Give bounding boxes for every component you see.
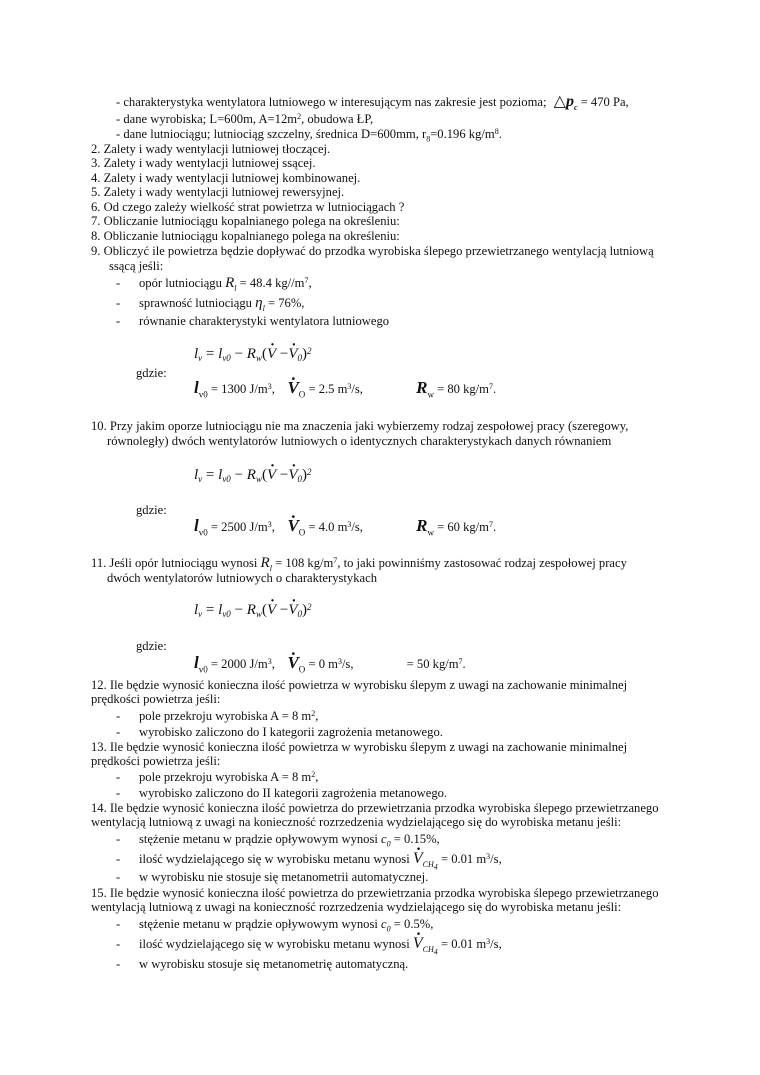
q14-bullet-1: stężenie metanu w prądzie opływowym wynosi $c_0 = 0.15\%$, <box>139 832 440 849</box>
bullet: - <box>116 314 121 328</box>
q9-bullet-3: równanie charakterystyki wentylatora lutniowego <box>139 314 390 328</box>
q10-line-2: równoległy) dwóch wentylatorów lutniowych o identycznych charakterystykach danych równaniem <box>107 434 612 448</box>
item-3: 3. Zalety i wady wentylacji lutniowej ssącej. <box>91 156 316 170</box>
bullet: - <box>116 870 121 884</box>
q10-params: $l_{v0} = 2500$ $J/m^3$, · $V_O = 4.0$ $m^3/s$, $R_w = 60$ $kg/m^7$. <box>194 518 496 535</box>
q9-bullet-2: sprawność lutniociągu $\eta_l = 76\%$, <box>139 295 305 313</box>
q10-line-1: 10. Przy jakim oporze lutniociągu nie ma znaczenia jaki wybierzemy rodzaj zespołowej pracy (szeregowy, <box>91 419 629 433</box>
q9-params: $l_{v0} = 1300$ $J/m^3$, · $V_O = 2.5$ $m^3/s$, $R_w = 80$ $kg/m^7$. <box>194 380 496 397</box>
delta-p-symbol: $\triangle p_c$ <box>549 93 578 113</box>
intro-line-3: - dane lutniociągu; lutniociąg szczelny, średnica D=600mm, $r_8=0.196$ $kg/m^8$. <box>116 127 502 144</box>
item-2: 2. Zalety i wady wentylacji lutniowej tłoczącej. <box>91 142 331 156</box>
bullet: - <box>116 852 121 866</box>
item-6: 6. Od czego zależy wielkość strat powietrza w lutniociągach ? <box>91 200 405 214</box>
q9-gdzie: gdzie: <box>136 366 167 380</box>
q9-line-1: 9. Obliczyć ile powietrza będzie dopływać do przodka wyrobiska ślepego przewietrzanego wentylacją lutniową <box>91 244 654 258</box>
q14-bullet-3: w wyrobisku nie stosuje się metanometrii automatycznej. <box>139 870 429 884</box>
q14-line-1: 14. Ile będzie wynosić konieczna ilość powietrza do przewietrzania przodka wyrobiska ślepego przewietrzanego <box>91 801 659 815</box>
item-7: 7. Obliczanie lutniociągu kopalnianego polega na określeniu: <box>91 214 400 228</box>
bullet: - <box>116 937 121 951</box>
q15-line-1: 15. Ile będzie wynosić konieczna ilość powietrza do przewietrzania przodka wyrobiska ślepego przewietrzanego <box>91 886 659 900</box>
q15-bullet-2: ilość wydzielającego się w wyrobisku metanu wynosi · $V_{CH_4} = 0.01$ $m^3/s$, <box>139 937 502 953</box>
q15-bullet-1: stężenie metanu w prądzie opływowym wynosi $c_0 = 0.5\%$, <box>139 917 434 934</box>
bullet: - <box>116 917 121 931</box>
q12-line-1: 12. Ile będzie wynosić konieczna ilość powietrza w wyrobisku ślepym z uwagi na zachowanie minimalnej <box>91 678 628 692</box>
q13-bullet-2: wyrobisko zaliczono do II kategorii zagrożenia metanowego. <box>139 786 448 800</box>
bullet: - <box>116 276 121 290</box>
q11-gdzie: gdzie: <box>136 639 167 653</box>
item-8: 8. Obliczanie lutniociągu kopalnianego polega na określeniu: <box>91 229 400 243</box>
q11-line-1: 11. Jeśli opór lutniociągu wynosi $R_l = 108$ $kg/m^7$, to jaki powinniśmy zastosować rodzaj zespołowej pracy <box>91 555 627 573</box>
q10-gdzie: gdzie: <box>136 503 167 517</box>
item-5: 5. Zalety i wady wentylacji lutniowej rewersyjnej. <box>91 185 345 199</box>
bullet: - <box>116 709 121 723</box>
bullet: - <box>116 725 121 739</box>
q9-line-2: ssącą jeśli: <box>109 259 164 273</box>
intro-line-2: - dane wyrobiska; L=600m, $A=12m^2$, obudowa ŁP, <box>116 112 374 126</box>
item-4: 4. Zalety i wady wentylacji lutniowej kombinowanej. <box>91 171 361 185</box>
bullet: - <box>116 786 121 800</box>
intro-line-1: - charakterystyka wentylatora lutniowego w interesującym nas zakresie jest pozioma; $\triangle p_c = 470$ Pa, <box>116 93 629 113</box>
bullet: - <box>116 770 121 784</box>
q13-line-1: 13. Ile będzie wynosić konieczna ilość powietrza w wyrobisku ślepym z uwagi na zachowanie minimalnej <box>91 740 628 754</box>
q11-line-2: dwóch wentylatorów lutniowych o charakterystykach <box>107 571 377 585</box>
q15-line-2: wentylacją lutniową z uwagi na konieczność rozrzedzenia wydzielającego się do wyrobiska metanu jeśli: <box>91 900 622 914</box>
q11-params: $l_{v0} = 2000$ $J/m^3$, · $V_O = 0$ $m^3/s$, = 50 $kg/m^7$. <box>194 655 466 672</box>
q13-bullet-1: pole przekroju wyrobiska A = 8 $m^2$, <box>139 770 319 784</box>
q11-equation: $l_v = l_{v0} - R_w(\cdot V -\cdot V_0)^2$ <box>194 601 312 619</box>
q12-line-2: prędkości powietrza jeśli: <box>91 692 221 706</box>
q13-line-2: prędkości powietrza jeśli: <box>91 754 221 768</box>
q9-bullet-1: opór lutniociągu $R_l = 48.4$ $kg//m^7$, <box>139 275 312 293</box>
q14-line-2: wentylacją lutniową z uwagi na konieczność rozrzedzenia wydzielającego się do wyrobiska metanu jeśli: <box>91 815 622 829</box>
q15-bullet-3: w wyrobisku stosuje się metanometrię automatyczną. <box>139 957 409 971</box>
q9-equation: $l_v = l_{v0} - R_w(\cdot V -\cdot V_0)^2$ <box>194 345 312 363</box>
bullet: - <box>116 957 121 971</box>
q12-bullet-1: pole przekroju wyrobiska A = 8 $m^2$, <box>139 709 319 723</box>
q14-bullet-2: ilość wydzielającego się w wyrobisku metanu wynosi · $V_{CH_4} = 0.01$ $m^3/s$, <box>139 852 502 868</box>
q10-equation: $l_v = l_{v0} - R_w(\cdot V -\cdot V_0)^2$ <box>194 466 312 484</box>
q12-bullet-2: wyrobisko zaliczono do I kategorii zagrożenia metanowego. <box>139 725 443 739</box>
bullet: - <box>116 832 121 846</box>
bullet: - <box>116 296 121 310</box>
